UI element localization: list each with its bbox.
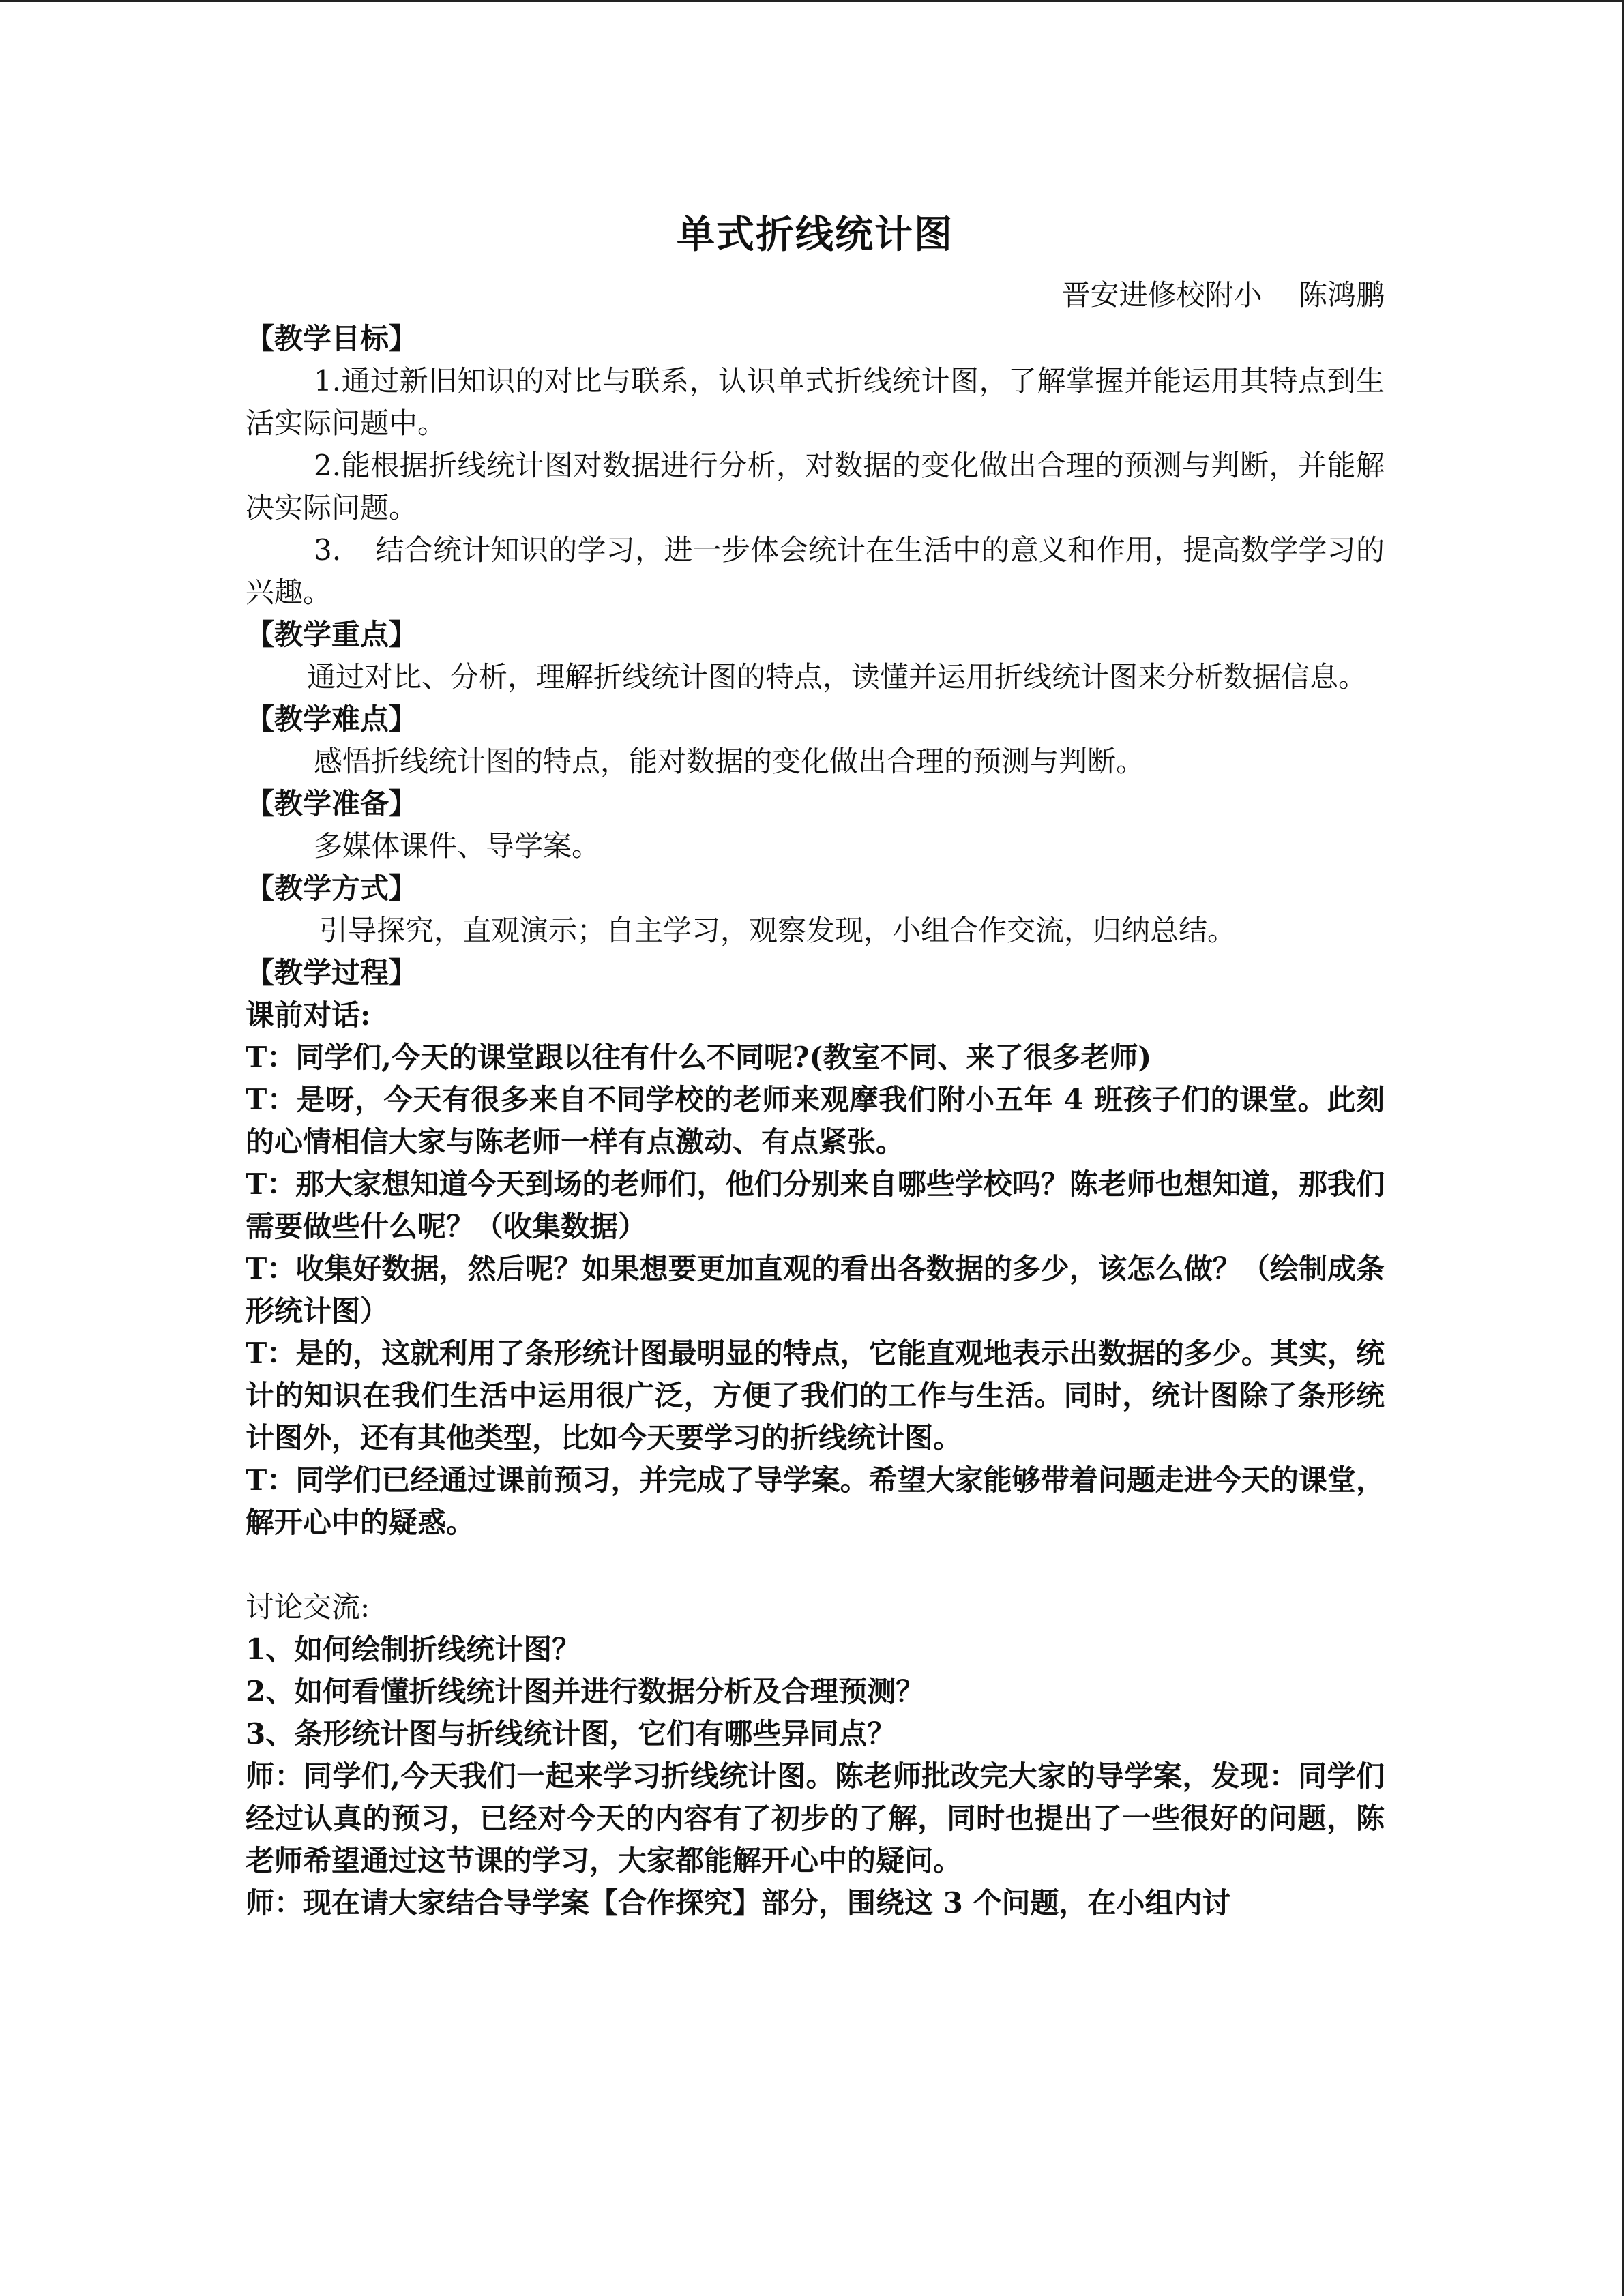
preparation-text: 多媒体课件、导学案。 (314, 829, 601, 863)
methods-heading: 【教学方式】 (246, 871, 418, 905)
difficulties-heading: 【教学难点】 (246, 702, 418, 736)
dialogue-line: T：同学们已经通过课前预习，并完成了导学案。希望大家能够带着问题走进今天的课堂，解开心中的疑惑。 (246, 1463, 1385, 1539)
teacher-line: 师：现在请大家结合导学案【合作探究】部分，围绕这 3 个问题，在小组内讨 (246, 1886, 1231, 1920)
teacher-line: 师：同学们,今天我们一起来学习折线统计图。陈老师批改完大家的导学案，发现：同学们经过认真的预习，已经对今天的内容有了初步的了解，同时也提出了一些很好的问题，陈老师希望通过这节课的学习，大家都能解开心中的疑问。 (246, 1759, 1385, 1877)
dialogue-line: T：收集好数据，然后呢？如果想要更加直观的看出各数据的多少，该怎么做？（绘制成条形统计图） (246, 1252, 1385, 1328)
question-item: 2、如何看懂折线统计图并进行数据分析及合理预测？ (246, 1675, 925, 1708)
blank-line (246, 1544, 1385, 1586)
goal-item: 1.通过新旧知识的对比与联系，认识单式折线统计图，了解掌握并能运用其特点到生活实际问题中。 (246, 364, 1385, 440)
goal-item: 2.能根据折线统计图对数据进行分析，对数据的变化做出合理的预测与判断，并能解决实际问题。 (246, 449, 1385, 524)
goal-item: 3． 结合统计知识的学习，进一步体会统计在生活中的意义和作用，提高数学学习的兴趣。 (246, 533, 1385, 609)
dialogue-line: T：是呀，今天有很多来自不同学校的老师来观摩我们附小五年 4 班孩子们的课堂。此刻的心情相信大家与陈老师一样有点激动、有点紧张。 (246, 1083, 1385, 1159)
goals-heading: 【教学目标】 (246, 322, 418, 355)
process-heading: 【教学过程】 (246, 956, 418, 989)
methods-text: 引导探究，直观演示；自主学习，观察发现，小组合作交流，归纳总结。 (319, 914, 1237, 947)
question-item: 1、如何绘制折线统计图？ (246, 1632, 581, 1666)
dialogue-line: T：那大家想知道今天到场的老师们，他们分别来自哪些学校吗？陈老师也想知道，那我们需要做些什么呢？（收集数据） (246, 1167, 1385, 1243)
difficulties-text: 感悟折线统计图的特点，能对数据的变化做出合理的预测与判断。 (314, 745, 1145, 778)
question-item: 3、条形统计图与折线统计图，它们有哪些异同点？ (246, 1717, 896, 1750)
document-author: 晋安进修校附小 陈鸿鹏 (1061, 278, 1385, 312)
key-points-heading: 【教学重点】 (246, 618, 418, 651)
document-body (246, 205, 1385, 1924)
document-title: 单式折线统计图 (677, 212, 954, 257)
pre-class-label: 课前对话: (246, 998, 371, 1032)
page-border-top (0, 0, 1624, 2)
preparation-heading: 【教学准备】 (246, 787, 418, 820)
discussion-label: 讨论交流: (246, 1590, 370, 1624)
key-points-text: 通过对比、分析，理解折线统计图的特点，读懂并运用折线统计图来分析数据信息。 (307, 660, 1368, 694)
dialogue-line: T：同学们,今天的课堂跟以往有什么不同呢?(教室不同、来了很多老师) (246, 1041, 1152, 1074)
dialogue-line: T：是的，这就利用了条形统计图最明显的特点，它能直观地表示出数据的多少。其实，统计的知识在我们生活中运用很广泛，方便了我们的工作与生活。同时，统计图除了条形统计图外，还有其他类型，比如今天要学习的折线统计图。 (246, 1337, 1385, 1455)
